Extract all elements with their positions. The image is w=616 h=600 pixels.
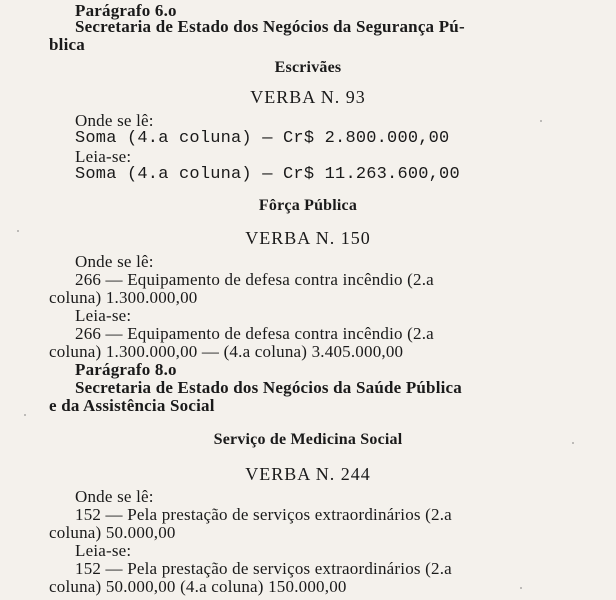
print-speck (540, 120, 542, 122)
item-266-corrected-line-1: 266 — Equipamento de defesa contra incêndio (2.a (75, 324, 434, 343)
onde-se-le-label-3: Onde se lê: (75, 487, 154, 506)
secretaria-saude-line-2: e da Assistência Social (49, 396, 215, 415)
print-speck (520, 587, 522, 589)
secretaria-seguranca-line-1: Secretaria de Estado dos Negócios da Segurança Pú- (75, 17, 465, 36)
print-speck (17, 230, 19, 232)
paragraph-6-heading: Parágrafo 6.o (75, 1, 177, 20)
soma-corrected-line: Soma (4.a coluna) — Cr$ 11.263.600,00 (75, 165, 460, 184)
leia-se-label-2: Leia-se: (75, 306, 132, 325)
secretaria-saude-line-1: Secretaria de Estado dos Negócios da Saúde Pública (75, 378, 463, 397)
forca-publica-heading: Fôrça Pública (258, 197, 358, 214)
servico-medicina-heading: Serviço de Medicina Social (213, 431, 403, 448)
print-speck (24, 414, 26, 416)
print-speck (572, 442, 574, 444)
secretaria-seguranca-line-2: blica (49, 35, 85, 54)
leia-se-label-3: Leia-se: (75, 541, 132, 560)
leia-se-label-1: Leia-se: (75, 147, 132, 166)
item-152-original-line-2: coluna) 50.000,00 (49, 523, 176, 542)
verba-244-heading: VERBA N. 244 (245, 464, 371, 484)
verba-93-heading: VERBA N. 93 (250, 87, 366, 107)
onde-se-le-label-2: Onde se lê: (75, 252, 154, 271)
paragraph-8-heading: Parágrafo 8.o (75, 360, 177, 379)
item-152-original-line-1: 152 — Pela prestação de serviços extraordinários (2.a (75, 505, 452, 524)
item-152-corrected-line-1: 152 — Pela prestação de serviços extraordinários (2.a (75, 559, 452, 578)
item-152-corrected-line-2: coluna) 50.000,00 (4.a coluna) 150.000,00 (49, 577, 347, 596)
item-266-original-line-1: 266 — Equipamento de defesa contra incêndio (2.a (75, 270, 434, 289)
item-266-corrected-line-2: coluna) 1.300.000,00 — (4.a coluna) 3.405.000,00 (49, 342, 404, 361)
onde-se-le-label-1: Onde se lê: (75, 111, 154, 130)
soma-original-line: Soma (4.a coluna) — Cr$ 2.800.000,00 (75, 129, 450, 148)
escrivaes-heading: Escrivães (274, 59, 342, 76)
verba-150-heading: VERBA N. 150 (245, 228, 371, 248)
item-266-original-line-2: coluna) 1.300.000,00 (49, 288, 198, 307)
